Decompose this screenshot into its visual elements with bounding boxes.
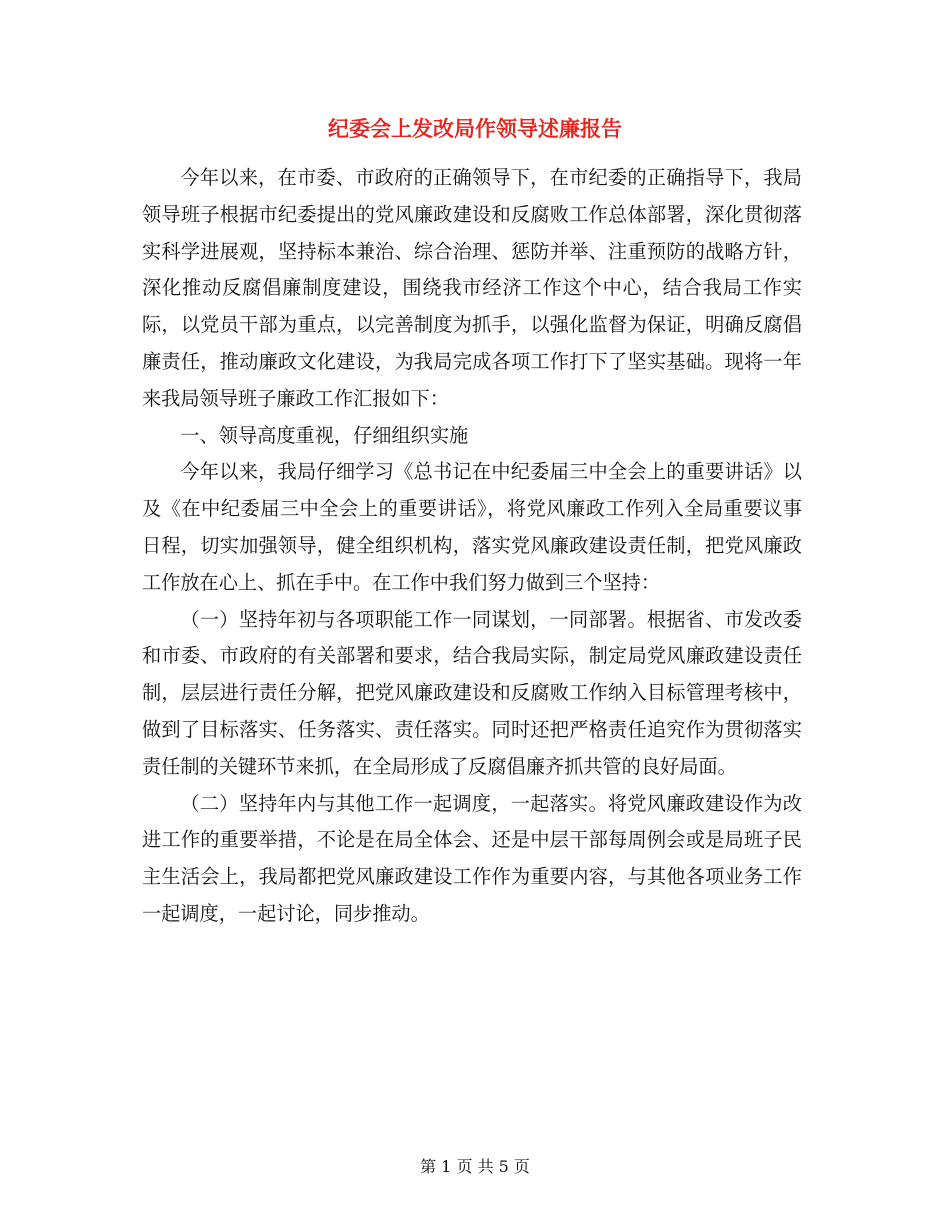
section-heading-1: 一、领导高度重视，仔细组织实施 [180,423,469,447]
page-footer: 第 1 页 共 5 页 [420,1157,530,1176]
document-body [142,160,802,933]
paragraph-item-1: （一）坚持年初与各项职能工作一同谋划，一同部署。根据省、市发改委和市委、市政府的有关部署和要求，结合我局实际，制定局党风廉政建设责任制，层层进行责任分解，把党风廉政建设和反腐败工作纳入目标管理考核中，做到了目标落实、任务落实、责任落实。同时还把严格责任追究作为贯彻落实责任制的关键环节来抓，在全局形成了反腐倡廉齐抓共管的良好局面。 [142,607,802,778]
document-title: 纪委会上发改局作领导述廉报告 [328,116,622,141]
paragraph-intro: 今年以来，在市委、市政府的正确领导下，在市纪委的正确指导下，我局领导班子根据市纪委提出的党风廉政建设和反腐败工作总体部署，深化贯彻落实科学进展观，坚持标本兼治、综合治理、惩防并举、注重预防的战略方针，深化推动反腐倡廉制度建设，围绕我市经济工作这个中心，结合我局工作实际，以党员干部为重点，以完善制度为抓手，以强化监督为保证，明确反腐倡廉责任，推动廉政文化建设，为我局完成各项工作打下了坚实基础。现将一年来我局领导班子廉政工作汇报如下： [142,166,802,410]
paragraph-item-2: （二）坚持年内与其他工作一起调度，一起落实。将党风廉政建设作为改进工作的重要举措，不论是在局全体会、还是中层干部每周例会或是局班子民主生活会上，我局都把党风廉政建设工作作为重要内容，与其他各项业务工作一起调度，一起讨论，同步推动。 [142,791,802,925]
paragraph-section-1: 今年以来，我局仔细学习《总书记在中纪委届三中全会上的重要讲话》以及《在中纪委届三中全会上的重要讲话》，将党风廉政工作列入全局重要议事日程，切实加强领导，健全组织机构，落实党风廉政建设责任制，把党风廉政工作放在心上、抓在手中。在工作中我们努力做到三个坚持： [142,460,802,594]
